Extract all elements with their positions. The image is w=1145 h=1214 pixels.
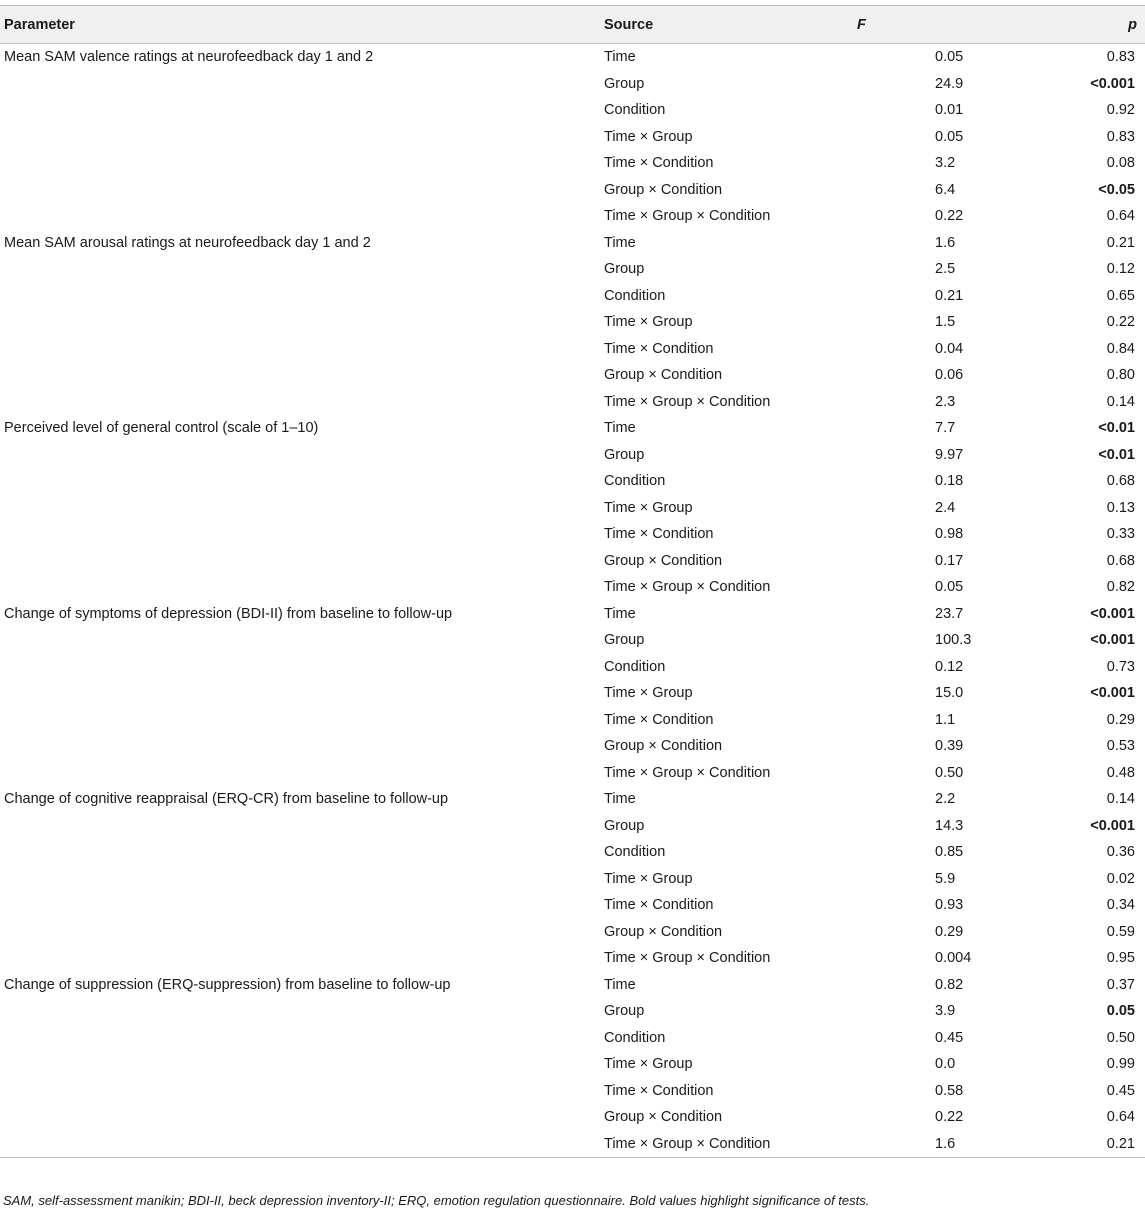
- table-row: [0, 654, 1145, 681]
- p-value-cell: 0.22: [1106, 314, 1135, 330]
- table-row: [0, 839, 1145, 866]
- table-row: [0, 521, 1145, 548]
- parameter-cell-empty: [0, 442, 603, 469]
- source-cell: Group: [604, 817, 645, 834]
- table-row: [0, 362, 1145, 389]
- table-row: [0, 1025, 1145, 1052]
- parameter-cell-empty: [0, 468, 603, 495]
- f-value-cell: 0.18: [935, 473, 964, 489]
- parameter-cell-empty: [0, 97, 603, 124]
- source-cell: Time × Condition: [604, 526, 714, 542]
- table-row: [0, 972, 1145, 999]
- source-cell: Time: [604, 976, 636, 993]
- source-cell: Group × Condition: [604, 181, 723, 198]
- table-row: [0, 1131, 1145, 1158]
- parameter-cell-empty: [0, 574, 603, 601]
- p-value-cell: 0.95: [1106, 950, 1135, 966]
- f-value-cell: 0.05: [935, 579, 964, 595]
- source-cell: Time × Condition: [604, 155, 714, 171]
- f-value-cell: 5.9: [935, 870, 956, 887]
- table-row: [0, 1051, 1145, 1078]
- parameter-cell: Mean SAM arousal ratings at neurofeedback day 1 and 2: [4, 234, 371, 251]
- f-value-cell: 0.0: [935, 1056, 956, 1072]
- p-value-cell: 0.83: [1106, 49, 1135, 65]
- p-value-cell: 0.68: [1106, 473, 1135, 489]
- p-value-cell-significant: <0.001: [1090, 605, 1135, 622]
- p-value-cell: 0.83: [1106, 128, 1135, 145]
- source-cell: Time × Condition: [604, 711, 714, 728]
- f-value-cell: 0.12: [935, 658, 964, 675]
- table-row: [0, 919, 1145, 946]
- f-value-cell: 6.4: [935, 181, 956, 198]
- f-value-cell: 100.3: [935, 632, 972, 648]
- parameter-cell-empty: [0, 124, 603, 151]
- parameter-cell-empty: [0, 521, 603, 548]
- table-row: [0, 203, 1145, 230]
- source-cell: Time × Group × Condition: [604, 393, 771, 410]
- source-cell: Time × Group × Condition: [604, 208, 771, 224]
- table-row: [0, 548, 1145, 575]
- source-cell: Time: [604, 605, 636, 622]
- source-cell: Time × Group: [604, 128, 693, 145]
- parameter-cell: Mean SAM valence ratings at neurofeedback day 1 and 2: [4, 49, 374, 65]
- source-cell: Condition: [604, 102, 666, 118]
- p-value-cell: 0.48: [1106, 764, 1135, 781]
- table-row: [0, 44, 1145, 71]
- source-cell: Group: [604, 1003, 645, 1019]
- p-value-cell: 0.36: [1106, 844, 1135, 860]
- f-value-cell: 1.6: [857, 1131, 1007, 1158]
- p-value-cell-significant: <0.001: [1090, 75, 1135, 92]
- source-cell: Time × Group × Condition: [603, 1131, 857, 1158]
- parameter-cell-empty: [0, 71, 603, 98]
- parameter-cell-empty: [0, 336, 603, 363]
- table-row: [0, 442, 1145, 469]
- p-value-cell: 0.37: [1106, 976, 1135, 993]
- f-value-cell: 1.6: [935, 234, 956, 251]
- f-value-cell: 0.85: [935, 844, 964, 860]
- f-value-cell: 2.5: [935, 261, 956, 277]
- f-value-cell: 7.7: [935, 420, 956, 436]
- table-row: [0, 1104, 1145, 1131]
- parameter-cell-empty: [0, 680, 603, 707]
- parameter-cell-empty: [0, 309, 603, 336]
- table-header: [0, 6, 1145, 44]
- parameter-cell-empty: [0, 760, 603, 787]
- table-row: [0, 97, 1145, 124]
- table-row: [0, 998, 1145, 1025]
- table-row: [0, 336, 1145, 363]
- f-value-cell: 0.22: [935, 208, 964, 224]
- parameter-cell-empty: [0, 945, 603, 972]
- header-p: p: [1007, 6, 1145, 44]
- table-body: [0, 44, 1145, 1158]
- table-footnote: SAM, self-assessment manikin; BDI-II, beck depression inventory-II; ERQ, emotion regulation questionnaire. Bold values highlight significance of tests.: [3, 1193, 870, 1208]
- p-value-cell: 0.59: [1106, 923, 1135, 940]
- table-row: [0, 892, 1145, 919]
- header-source: Source: [603, 6, 857, 44]
- table-row: [0, 627, 1145, 654]
- p-value-cell: 0.68: [1106, 552, 1135, 569]
- parameter-cell-empty: [0, 998, 603, 1025]
- f-value-cell: 0.45: [935, 1029, 964, 1046]
- f-value-cell: 0.29: [935, 923, 964, 940]
- source-cell: Condition: [604, 844, 666, 860]
- p-value-cell: 0.64: [1106, 208, 1135, 224]
- source-cell: Group × Condition: [604, 738, 723, 754]
- p-value-cell: 0.02: [1106, 870, 1135, 887]
- header-f: F: [857, 6, 1007, 44]
- f-value-cell: 2.3: [935, 393, 956, 410]
- f-value-cell: 0.04: [935, 340, 964, 357]
- f-value-cell: 3.9: [935, 1003, 956, 1019]
- table-row: [0, 495, 1145, 522]
- f-value-cell: 0.004: [935, 950, 972, 966]
- p-value-cell-significant: 0.05: [1106, 1003, 1135, 1019]
- f-value-cell: 3.2: [935, 155, 956, 171]
- f-value-cell: 0.58: [935, 1082, 964, 1099]
- parameter-cell-empty: [0, 866, 603, 893]
- parameter-cell-empty: [0, 1104, 603, 1131]
- parameter-cell: Change of symptoms of depression (BDI-II) from baseline to follow-up: [4, 605, 453, 622]
- source-cell: Group: [604, 446, 645, 463]
- p-value-cell: 0.73: [1106, 658, 1135, 675]
- table-row: [0, 283, 1145, 310]
- parameter-cell-empty: [0, 389, 603, 416]
- parameter-cell: Change of cognitive reappraisal (ERQ-CR) from baseline to follow-up: [4, 791, 449, 807]
- f-value-cell: 0.06: [935, 367, 964, 383]
- table-row: [0, 945, 1145, 972]
- f-value-cell: 0.05: [935, 128, 964, 145]
- table-row: [0, 150, 1145, 177]
- parameter-cell-empty: [0, 627, 603, 654]
- p-value-cell-significant: <0.001: [1090, 685, 1135, 701]
- f-value-cell: 0.05: [935, 49, 964, 65]
- source-cell: Time × Group: [604, 314, 693, 330]
- parameter-cell-empty: [0, 177, 603, 204]
- source-cell: Group × Condition: [604, 367, 723, 383]
- table-row: [0, 680, 1145, 707]
- p-value-cell-significant: <0.001: [1090, 632, 1135, 648]
- f-value-cell: 2.2: [935, 791, 956, 807]
- f-value-cell: 0.93: [935, 897, 964, 913]
- p-value-cell: 0.12: [1106, 261, 1135, 277]
- p-value-cell: 0.33: [1106, 526, 1135, 542]
- parameter-cell: Change of suppression (ERQ-suppression) from baseline to follow-up: [4, 976, 451, 993]
- p-value-cell-significant: <0.05: [1098, 181, 1135, 198]
- p-value-cell: 0.99: [1106, 1056, 1135, 1072]
- p-value-cell: 0.82: [1106, 579, 1135, 595]
- f-value-cell: 0.17: [935, 552, 964, 569]
- source-cell: Group: [604, 632, 645, 648]
- parameter-cell-empty: [0, 892, 603, 919]
- source-cell: Time × Group: [604, 499, 693, 516]
- p-value-cell-significant: <0.01: [1098, 446, 1135, 463]
- table-row: [0, 574, 1145, 601]
- parameter-cell-empty: [0, 813, 603, 840]
- p-value-cell: 0.50: [1106, 1029, 1135, 1046]
- table-row: [0, 733, 1145, 760]
- parameter-cell-empty: [0, 203, 603, 230]
- source-cell: Condition: [604, 1029, 666, 1046]
- source-cell: Condition: [604, 287, 666, 304]
- f-value-cell: 24.9: [935, 75, 964, 92]
- p-value-cell: 0.53: [1106, 738, 1135, 754]
- header-parameter: Parameter: [0, 6, 603, 44]
- source-cell: Time: [604, 420, 636, 436]
- parameter-cell-empty: [0, 733, 603, 760]
- parameter-cell-empty: [0, 1051, 603, 1078]
- parameter-cell-empty: [0, 707, 603, 734]
- source-cell: Group × Condition: [604, 552, 723, 569]
- table-row: [0, 866, 1145, 893]
- table-row: [0, 707, 1145, 734]
- parameter-cell-empty: [0, 548, 603, 575]
- parameter-cell-empty: [0, 283, 603, 310]
- p-value-cell: 0.21: [1007, 1131, 1145, 1158]
- table-row: [0, 601, 1145, 628]
- source-cell: Time: [604, 49, 636, 65]
- parameter-cell-empty: [0, 654, 603, 681]
- source-cell: Time × Condition: [604, 340, 714, 357]
- source-cell: Time × Group × Condition: [604, 950, 771, 966]
- parameter-cell-empty: [0, 495, 603, 522]
- source-cell: Time × Condition: [604, 897, 714, 913]
- source-cell: Group: [604, 75, 645, 92]
- parameter-cell-empty: [0, 839, 603, 866]
- p-value-cell: 0.21: [1106, 234, 1135, 251]
- f-value-cell: 0.98: [935, 526, 964, 542]
- f-value-cell: 0.82: [935, 976, 964, 993]
- header-row: [0, 6, 1145, 44]
- parameter-cell-empty: [0, 919, 603, 946]
- f-value-cell: 15.0: [935, 685, 964, 701]
- source-cell: Group × Condition: [604, 923, 723, 940]
- table-row: [0, 760, 1145, 787]
- table-row: [0, 230, 1145, 257]
- source-cell: Time: [604, 234, 636, 251]
- parameter-cell-empty: [0, 362, 603, 389]
- p-value-cell: 0.64: [1106, 1109, 1135, 1125]
- p-value-cell: 0.13: [1106, 499, 1135, 516]
- parameter-cell-empty: [0, 256, 603, 283]
- parameter-cell-empty: [0, 1131, 603, 1158]
- parameter-cell-empty: [0, 1078, 603, 1105]
- table-row: [0, 256, 1145, 283]
- anova-results-table: [0, 5, 1145, 1158]
- f-value-cell: 2.4: [935, 499, 956, 516]
- f-value-cell: 9.97: [935, 446, 964, 463]
- source-cell: Time: [604, 791, 636, 807]
- source-cell: Group: [604, 261, 645, 277]
- p-value-cell: 0.84: [1106, 340, 1135, 357]
- source-cell: Time × Group × Condition: [604, 579, 771, 595]
- source-cell: Condition: [604, 658, 666, 675]
- source-cell: Condition: [604, 473, 666, 489]
- f-value-cell: 23.7: [935, 605, 964, 622]
- table-row: [0, 389, 1145, 416]
- source-cell: Time × Group: [604, 685, 693, 701]
- f-value-cell: 14.3: [935, 817, 964, 834]
- table-row: [0, 1078, 1145, 1105]
- table-row: [0, 71, 1145, 98]
- p-value-cell: 0.14: [1106, 791, 1135, 807]
- p-value-cell-significant: <0.01: [1098, 420, 1135, 436]
- table-row: [0, 124, 1145, 151]
- table-row: [0, 468, 1145, 495]
- table-row: [0, 813, 1145, 840]
- f-value-cell: 1.1: [935, 711, 956, 728]
- p-value-cell: 0.14: [1106, 393, 1135, 410]
- source-cell: Time × Group: [604, 870, 693, 887]
- table-row: [0, 309, 1145, 336]
- p-value-cell: 0.65: [1106, 287, 1135, 304]
- p-value-cell: 0.34: [1106, 897, 1135, 913]
- source-cell: Time × Group × Condition: [604, 764, 771, 781]
- source-cell: Time × Condition: [604, 1082, 714, 1099]
- table-row: [0, 415, 1145, 442]
- f-value-cell: 0.01: [935, 102, 964, 118]
- f-value-cell: 0.21: [935, 287, 964, 304]
- p-value-cell: 0.08: [1106, 155, 1135, 171]
- p-value-cell: 0.92: [1106, 102, 1135, 118]
- parameter-cell-empty: [0, 150, 603, 177]
- p-value-cell: 0.45: [1106, 1082, 1135, 1099]
- f-value-cell: 1.5: [935, 314, 956, 330]
- table-row: [0, 177, 1145, 204]
- parameter-cell-empty: [0, 1025, 603, 1052]
- f-value-cell: 0.22: [935, 1109, 964, 1125]
- f-value-cell: 0.50: [935, 764, 964, 781]
- parameter-cell: Perceived level of general control (scale of 1–10): [4, 420, 319, 436]
- source-cell: Group × Condition: [604, 1109, 723, 1125]
- f-value-cell: 0.39: [935, 738, 964, 754]
- p-value-cell-significant: <0.001: [1090, 817, 1135, 834]
- source-cell: Time × Group: [604, 1056, 693, 1072]
- p-value-cell: 0.80: [1106, 367, 1135, 383]
- p-value-cell: 0.29: [1106, 711, 1135, 728]
- table-row: [0, 786, 1145, 813]
